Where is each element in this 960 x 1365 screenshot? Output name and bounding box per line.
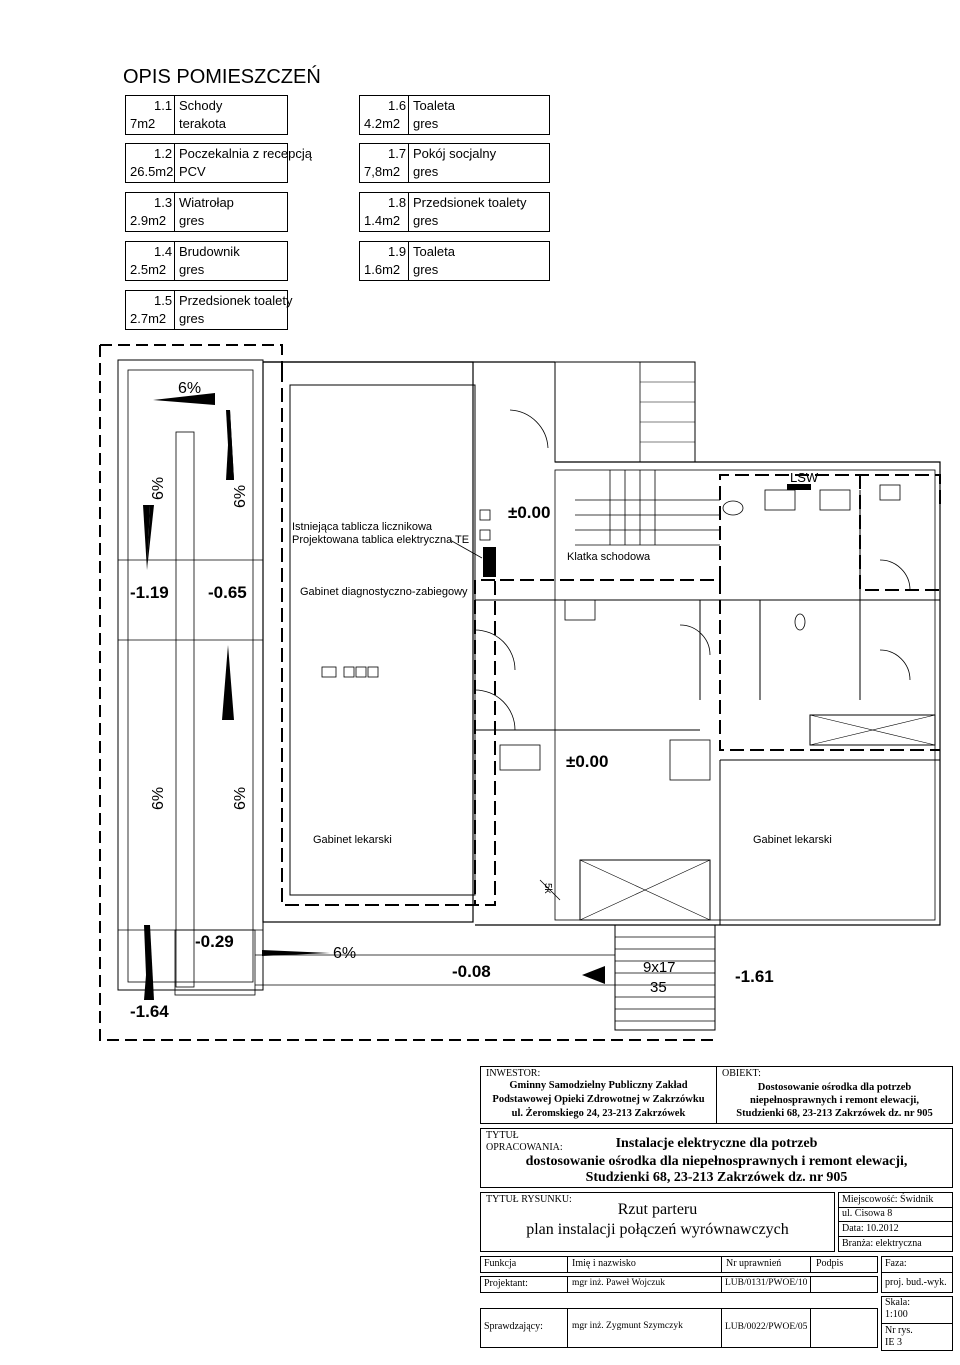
svg-text:-0.08: -0.08 — [452, 962, 491, 981]
room-number: 1.6 — [388, 98, 407, 113]
room-area: 7,8m2 — [364, 164, 401, 179]
room-number: 1.9 — [388, 244, 407, 259]
room-floor: gres — [413, 116, 439, 131]
svg-text:6%: 6% — [232, 484, 249, 508]
plan-boundary — [100, 345, 282, 368]
lsw-label: LSW — [790, 470, 819, 485]
room-number: 1.4 — [154, 244, 173, 259]
room-name: Przedsionek toalety — [413, 195, 527, 210]
stairs-depth: 35 — [650, 979, 667, 996]
room-floor: gres — [413, 164, 439, 179]
room-floor: gres — [413, 262, 439, 277]
room-floor: gres — [179, 213, 205, 228]
room-floor: gres — [413, 213, 439, 228]
room-name: Przedsionek toalety — [179, 293, 293, 308]
svg-text:6%: 6% — [150, 476, 167, 500]
room-name: Pokój socjalny — [413, 146, 497, 161]
doctor-room-label-2: Gabinet lekarski — [753, 834, 832, 846]
svg-text:±0.00: ±0.00 — [508, 503, 551, 522]
meter-label: Istniejąca tablicza licznikowa — [292, 521, 433, 533]
room-number: 1.8 — [388, 195, 407, 210]
svg-text:6%: 6% — [232, 786, 249, 810]
svg-text:6%: 6% — [333, 945, 357, 962]
room-name: Toaleta — [413, 98, 455, 113]
room-name: Toaleta — [413, 244, 455, 259]
stairs-count: 9x17 — [643, 959, 676, 976]
treatment-room-label: Gabinet diagnostyczno-zabiegowy — [300, 586, 468, 598]
doctor-room-label: Gabinet lekarski — [313, 834, 392, 846]
entrance-stairs — [615, 925, 715, 1030]
room-area: 26.5m2 — [130, 164, 174, 179]
room-name: Wiatrołap — [179, 195, 234, 210]
room-area: 4.2m2 — [364, 116, 401, 131]
room-area: 2.7m2 — [130, 311, 167, 326]
svg-text:6%: 6% — [150, 786, 167, 810]
slope-label: 6% — [178, 380, 202, 397]
electrical-panel-te — [483, 547, 496, 577]
room-area: 1.4m2 — [364, 213, 401, 228]
svg-text:-0.65: -0.65 — [208, 583, 247, 602]
room-area: 1.6m2 — [364, 262, 401, 277]
level-label: -1.19 — [130, 583, 169, 602]
title-block: INWESTOR: Gminny Samodzielny Publiczny Zakład Podstawowej Opieki Zdrowotnej w Zakrzówku ul. Żeromskiego 24, 23-213 Zakrzówek OBIEKT: Dostosowanie ośrodka dla potrzeb niepełnosprawnych i remont elewacji, Studzienki 68, 23-213 Zakrzówek dz. nr 905 TYTUŁ OPRACOWANIA: Instalacje elektryczne dla potrzeb dostosowanie ośrodka dla niepełnosprawnych i remont elewacji, Studzienki 68, 23-213 Zakrzówek dz. nr 905 TYTUŁ RYSUNKU: Rzut parteru plan instalacji połączeń wyrównawczych Miejscowość: Świdnik ul. Cisowa 8 Data: 10.2012 Branża: elektryczna Funkcja Imię i nazwisko Nr uprawnień Podpis Projektant: mgr inż. Paweł Wojczuk LUB/0131/PWOE/10 Sprawdzający: mgr inż. Zygmunt Szymczyk LUB/0022/PWOE/05 Faza: proj. bud.-wyk. Skala: 1:100 Nr rys. IE 3 — [480, 1066, 953, 1362]
room-floor: gres — [179, 311, 205, 326]
room-number: 1.2 — [154, 146, 173, 161]
ramp-left — [118, 360, 263, 990]
svg-text:-1.61: -1.61 — [735, 967, 774, 986]
rooms-heading: OPIS POMIESZCZEŃ — [123, 66, 321, 88]
svg-text:±0.00: ±0.00 — [566, 752, 609, 771]
room-area: 2.5m2 — [130, 262, 167, 277]
room-floor: gres — [179, 262, 205, 277]
svg-text:5k: 5k — [542, 883, 553, 894]
panel-label: Projektowana tablica elektryczna TE — [292, 534, 470, 546]
room-area: 7m2 — [130, 116, 156, 131]
svg-text:-1.64: -1.64 — [130, 1002, 169, 1021]
room-name: Poczekalnia z recepcją — [179, 146, 312, 161]
room-floor: terakota — [179, 116, 226, 131]
svg-text:-0.29: -0.29 — [195, 932, 234, 951]
room-name: Schody — [179, 98, 223, 113]
room-number: 1.7 — [388, 146, 407, 161]
room-name: Brudownik — [179, 244, 240, 259]
room-floor: PCV — [179, 164, 206, 179]
stairwell-label: Klatka schodowa — [567, 551, 651, 563]
room-number: 1.1 — [154, 98, 173, 113]
room-number: 1.3 — [154, 195, 173, 210]
room-area: 2.9m2 — [130, 213, 167, 228]
room-number: 1.5 — [154, 293, 173, 308]
